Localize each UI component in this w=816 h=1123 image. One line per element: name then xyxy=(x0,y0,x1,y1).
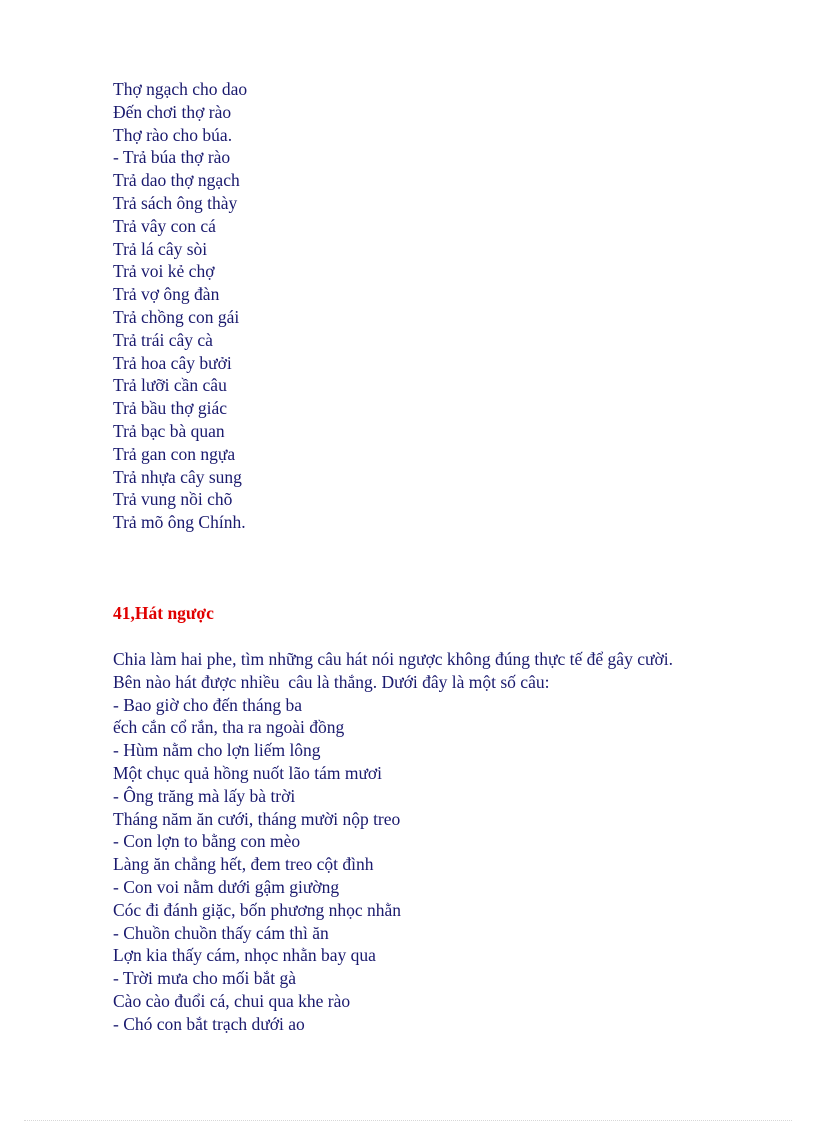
body-line: Làng ăn chẳng hết, đem treo cột đình xyxy=(113,854,374,875)
poem-line: Trả nhựa cây sung xyxy=(113,466,242,487)
page-bottom-divider xyxy=(24,1120,792,1121)
poem-line: Trả dao thợ ngạch xyxy=(113,170,240,191)
body-line: Bên nào hát được nhiều câu là thắng. Dưới đây là một số câu: xyxy=(113,671,550,692)
poem-line: Trả lá cây sòi xyxy=(113,238,208,259)
body-line: Một chục quả hồng nuốt lão tám mươi xyxy=(113,762,383,783)
body-line: Chia làm hai phe, tìm những câu hát nói ngược không đúng thực tế để gây cười. xyxy=(113,649,673,669)
poem-line: Trả bầu thợ giác xyxy=(113,398,228,419)
poem-line: Trả bạc bà quan xyxy=(113,420,225,441)
body-line: Cóc đi đánh giặc, bốn phương nhọc nhằn xyxy=(113,899,401,920)
poem-line: Trả voi kẻ chợ xyxy=(113,261,215,282)
poem-line: Trả gan con ngựa xyxy=(113,443,236,464)
body-line: - Con voi nằm dưới gậm giường xyxy=(113,876,340,897)
poem-line: Trả trái cây cà xyxy=(113,329,213,350)
poem-line: Trả chồng con gái xyxy=(113,306,240,327)
poem-line: Trả mõ ông Chính. xyxy=(113,512,246,533)
body-line: - Ông trăng mà lấy bà trời xyxy=(113,785,296,806)
body-line: Lợn kia thấy cám, nhọc nhằn bay qua xyxy=(113,945,376,966)
poem-line: Trả vợ ông đàn xyxy=(113,284,220,305)
poem-line: Trả lưỡi cần câu xyxy=(113,375,227,396)
poem-line: Thợ rào cho búa. xyxy=(113,124,233,145)
section-heading: 41,Hát ngược xyxy=(113,603,214,623)
body-line: Cào cào đuổi cá, chui qua khe rào xyxy=(113,990,351,1011)
body-line: - Chuồn chuồn thấy cám thì ăn xyxy=(113,922,329,943)
section-body xyxy=(113,648,673,1036)
body-line: - Chó con bắt trạch dưới ao xyxy=(113,1013,305,1034)
poem-line: Thợ ngạch cho dao xyxy=(113,79,248,99)
poem-line: Đến chơi thợ rào xyxy=(113,101,232,122)
poem-line: Trả hoa cây bưởi xyxy=(113,352,232,373)
poem-line: - Trả búa thợ rào xyxy=(113,147,231,168)
body-line: - Bao giờ cho đến tháng ba xyxy=(113,694,303,715)
body-line: - Hùm nằm cho lợn liếm lông xyxy=(113,740,321,761)
body-line: - Trời mưa cho mối bắt gà xyxy=(113,968,297,989)
poem-block xyxy=(113,78,247,534)
body-line: Tháng năm ăn cưới, tháng mười nộp treo xyxy=(113,808,401,829)
poem-line: Trả vung nồi chõ xyxy=(113,489,233,510)
body-line: ếch cắn cổ rắn, tha ra ngoài đồng xyxy=(113,717,345,738)
poem-line: Trả sách ông thày xyxy=(113,192,238,213)
body-line: - Con lợn to bằng con mèo xyxy=(113,831,301,852)
poem-line: Trả vây con cá xyxy=(113,215,216,236)
